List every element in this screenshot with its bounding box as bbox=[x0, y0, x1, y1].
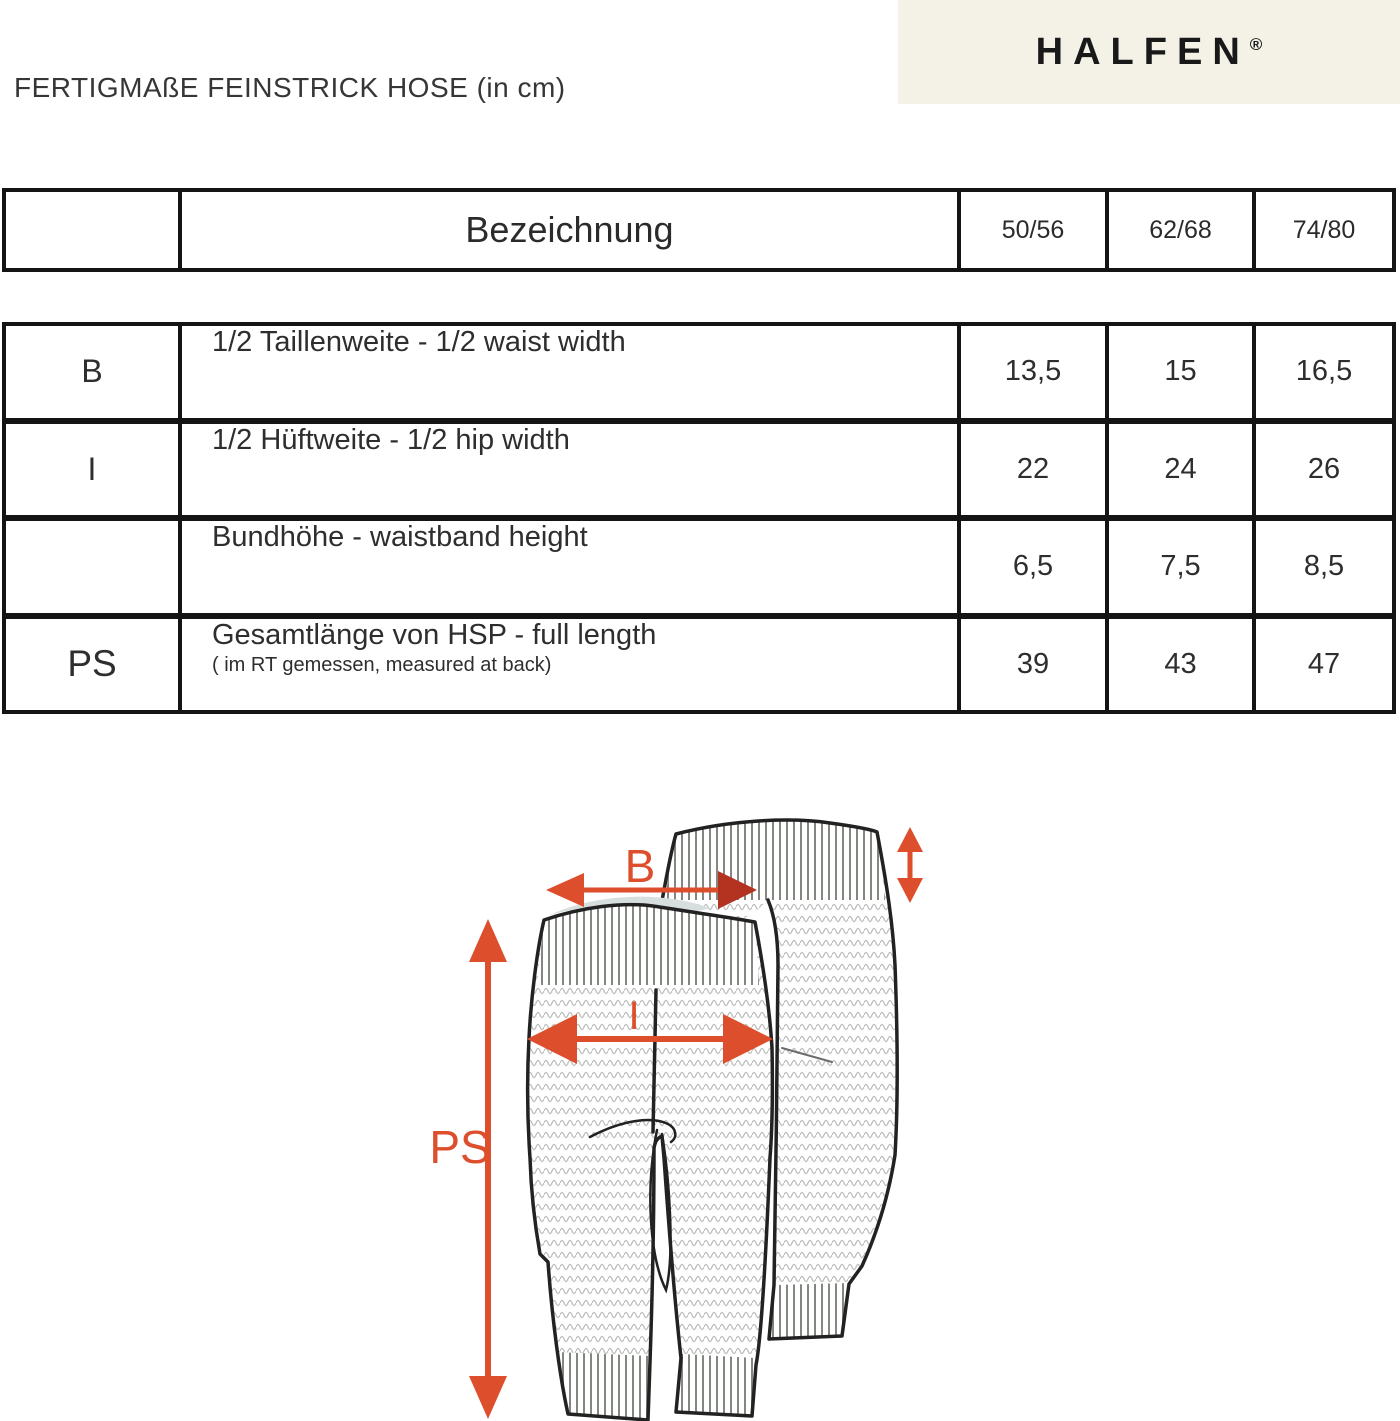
value-cell: 26 bbox=[1252, 424, 1392, 516]
value-cell: 47 bbox=[1252, 619, 1392, 711]
value-cell: 39 bbox=[957, 619, 1105, 711]
full-length-label: PS bbox=[429, 1121, 491, 1173]
value-cell: 24 bbox=[1105, 424, 1252, 516]
pants-measurement-diagram bbox=[400, 790, 940, 1421]
table-row bbox=[6, 418, 1392, 516]
brand-logo bbox=[1036, 31, 1263, 74]
value-cell: 13,5 bbox=[957, 326, 1105, 418]
measure-description bbox=[178, 424, 957, 516]
value-cell: 7,5 bbox=[1105, 521, 1252, 613]
back-cuff bbox=[769, 1283, 849, 1339]
size-table-header bbox=[2, 188, 1396, 272]
hip-width-label: I bbox=[628, 994, 640, 1038]
value-cell: 6,5 bbox=[957, 521, 1105, 613]
header-size-cell: 50/56 bbox=[957, 192, 1105, 268]
registered-mark: ® bbox=[1249, 34, 1263, 54]
measure-code: PS bbox=[67, 643, 117, 685]
measure-name: Bundhöhe - waistband height bbox=[212, 521, 588, 553]
header-size-cell: 74/80 bbox=[1252, 192, 1392, 268]
header-size-cell: 62/68 bbox=[1105, 192, 1252, 268]
value-cell: 15 bbox=[1105, 326, 1252, 418]
value-cell: 22 bbox=[957, 424, 1105, 516]
waist-width-label: B bbox=[624, 840, 656, 892]
page-title: FERTIGMAßE FEINSTRICK HOSE (in cm) bbox=[14, 72, 566, 103]
value-cell: 8,5 bbox=[1252, 521, 1392, 613]
header-name-cell: Bezeichnung bbox=[178, 192, 957, 268]
measure-note: ( im RT gemessen, measured at back) bbox=[212, 653, 552, 676]
measure-description bbox=[178, 326, 957, 418]
measure-description bbox=[178, 619, 957, 711]
right-leg-cuff bbox=[676, 1354, 755, 1416]
header-corner-cell bbox=[6, 192, 178, 268]
measure-name: Gesamtlänge von HSP - full length bbox=[212, 618, 657, 651]
header-row bbox=[6, 192, 1392, 268]
brand-box bbox=[898, 0, 1400, 104]
left-leg-cuff bbox=[556, 1352, 650, 1420]
measure-code: B bbox=[81, 353, 103, 390]
value-cell: 16,5 bbox=[1252, 326, 1392, 418]
table-row bbox=[6, 326, 1392, 418]
table-row bbox=[6, 515, 1392, 613]
measure-description bbox=[178, 521, 957, 613]
brand-name: HALFEN bbox=[1035, 30, 1250, 73]
measure-name: 1/2 Taillenweite - 1/2 waist width bbox=[212, 326, 626, 358]
measure-code bbox=[6, 521, 178, 613]
measure-code: I bbox=[87, 450, 97, 487]
measure-name: 1/2 Hüftweite - 1/2 hip width bbox=[212, 423, 570, 456]
front-pant-drawing bbox=[528, 905, 773, 1420]
waistband-height-arrow bbox=[897, 827, 923, 903]
value-cell: 43 bbox=[1105, 619, 1252, 711]
table-row bbox=[6, 613, 1392, 711]
size-table-body bbox=[2, 322, 1396, 714]
